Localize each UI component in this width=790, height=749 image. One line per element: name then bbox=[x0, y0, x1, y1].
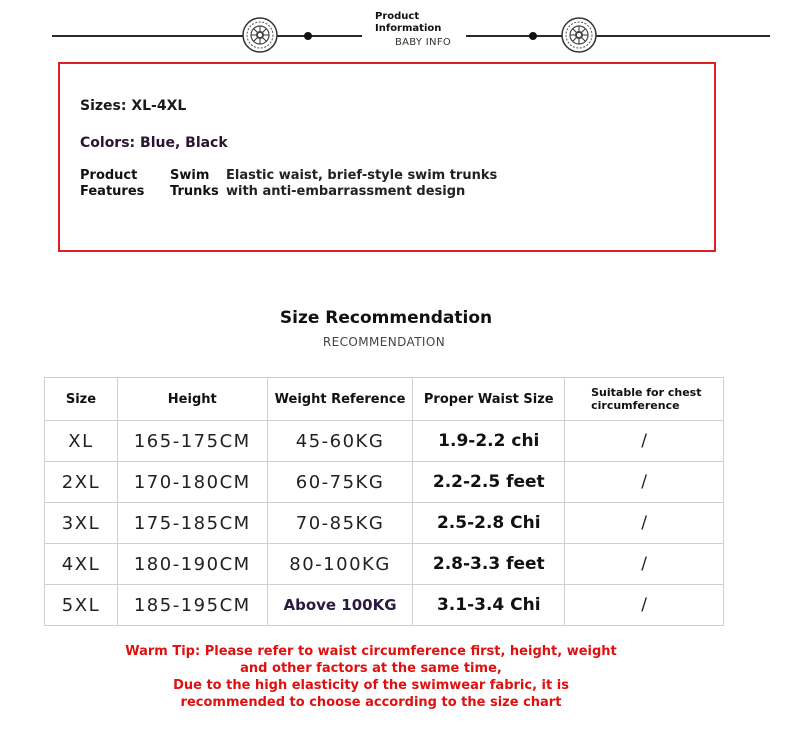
header-divider-left bbox=[52, 35, 362, 37]
header-title-line1: Product bbox=[375, 11, 420, 22]
col-header-chest-line2: circumference bbox=[591, 399, 680, 412]
sizes-text: Sizes: XL-4XL bbox=[80, 98, 187, 114]
fabric-tip-line1: Due to the high elasticity of the swimwear fabric, it is bbox=[173, 678, 569, 693]
cell-chest: / bbox=[565, 462, 724, 503]
cell-waist: 1.9-2.2 chi bbox=[413, 421, 565, 462]
warm-tip bbox=[0, 643, 742, 677]
cell-waist: 3.1-3.4 Chi bbox=[413, 585, 565, 626]
product-type-line2: Trunks bbox=[170, 184, 219, 199]
cell-height: 185-195CM bbox=[117, 585, 267, 626]
cell-waist: 2.5-2.8 Chi bbox=[413, 503, 565, 544]
header-divider-right bbox=[466, 35, 770, 37]
cell-chest: / bbox=[565, 421, 724, 462]
product-description-line2: with anti-embarrassment design bbox=[226, 184, 466, 199]
warm-tip-line2: and other factors at the same time, bbox=[240, 661, 502, 676]
divider-dot-left bbox=[304, 32, 312, 40]
table-row bbox=[45, 544, 724, 585]
product-type bbox=[170, 168, 219, 200]
col-header-height: Height bbox=[117, 378, 267, 421]
cell-size: XL bbox=[45, 421, 118, 462]
features-label-line2: Features bbox=[80, 184, 145, 199]
divider-dot-right bbox=[529, 32, 537, 40]
cell-size: 2XL bbox=[45, 462, 118, 503]
col-header-weight: Weight Reference bbox=[267, 378, 413, 421]
table-row bbox=[45, 462, 724, 503]
header-subtitle: BABY INFO bbox=[395, 37, 452, 48]
section-title: Size Recommendation bbox=[279, 308, 493, 328]
features-label bbox=[80, 168, 144, 200]
col-header-chest bbox=[565, 378, 724, 421]
cell-chest: / bbox=[565, 585, 724, 626]
cell-height: 180-190CM bbox=[117, 544, 267, 585]
mandala-icon bbox=[242, 17, 278, 53]
cell-chest: / bbox=[565, 503, 724, 544]
header-title-line2: Information bbox=[375, 23, 442, 34]
table-row bbox=[45, 421, 724, 462]
cell-weight: Above 100KG bbox=[267, 585, 413, 626]
fabric-tip bbox=[0, 677, 742, 711]
warm-tip-line1: Warm Tip: Please refer to waist circumference first, height, weight bbox=[125, 644, 617, 659]
mandala-icon bbox=[561, 17, 597, 53]
product-description bbox=[226, 168, 497, 200]
cell-weight: 45-60KG bbox=[267, 421, 413, 462]
cell-size: 3XL bbox=[45, 503, 118, 544]
cell-chest: / bbox=[565, 544, 724, 585]
cell-size: 4XL bbox=[45, 544, 118, 585]
header-title bbox=[375, 11, 441, 35]
table-row bbox=[45, 503, 724, 544]
colors-text: Colors: Blue, Black bbox=[80, 135, 228, 151]
fabric-tip-line2: recommended to choose according to the size chart bbox=[180, 695, 562, 710]
table-row bbox=[45, 585, 724, 626]
product-description-line1: Elastic waist, brief-style swim trunks bbox=[226, 168, 498, 183]
cell-waist: 2.8-3.3 feet bbox=[413, 544, 565, 585]
section-subtitle: RECOMMENDATION bbox=[322, 335, 446, 349]
cell-height: 165-175CM bbox=[117, 421, 267, 462]
cell-waist: 2.2-2.5 feet bbox=[413, 462, 565, 503]
cell-weight: 70-85KG bbox=[267, 503, 413, 544]
size-table bbox=[44, 377, 724, 626]
col-header-size: Size bbox=[45, 378, 118, 421]
table-header-row bbox=[45, 378, 724, 421]
product-info-box bbox=[58, 62, 716, 252]
product-type-line1: Swim bbox=[170, 168, 210, 183]
cell-weight: 80-100KG bbox=[267, 544, 413, 585]
col-header-chest-line1: Suitable for chest bbox=[591, 386, 702, 399]
cell-height: 170-180CM bbox=[117, 462, 267, 503]
cell-height: 175-185CM bbox=[117, 503, 267, 544]
cell-size: 5XL bbox=[45, 585, 118, 626]
col-header-waist: Proper Waist Size bbox=[413, 378, 565, 421]
features-label-line1: Product bbox=[80, 168, 138, 183]
cell-weight: 60-75KG bbox=[267, 462, 413, 503]
